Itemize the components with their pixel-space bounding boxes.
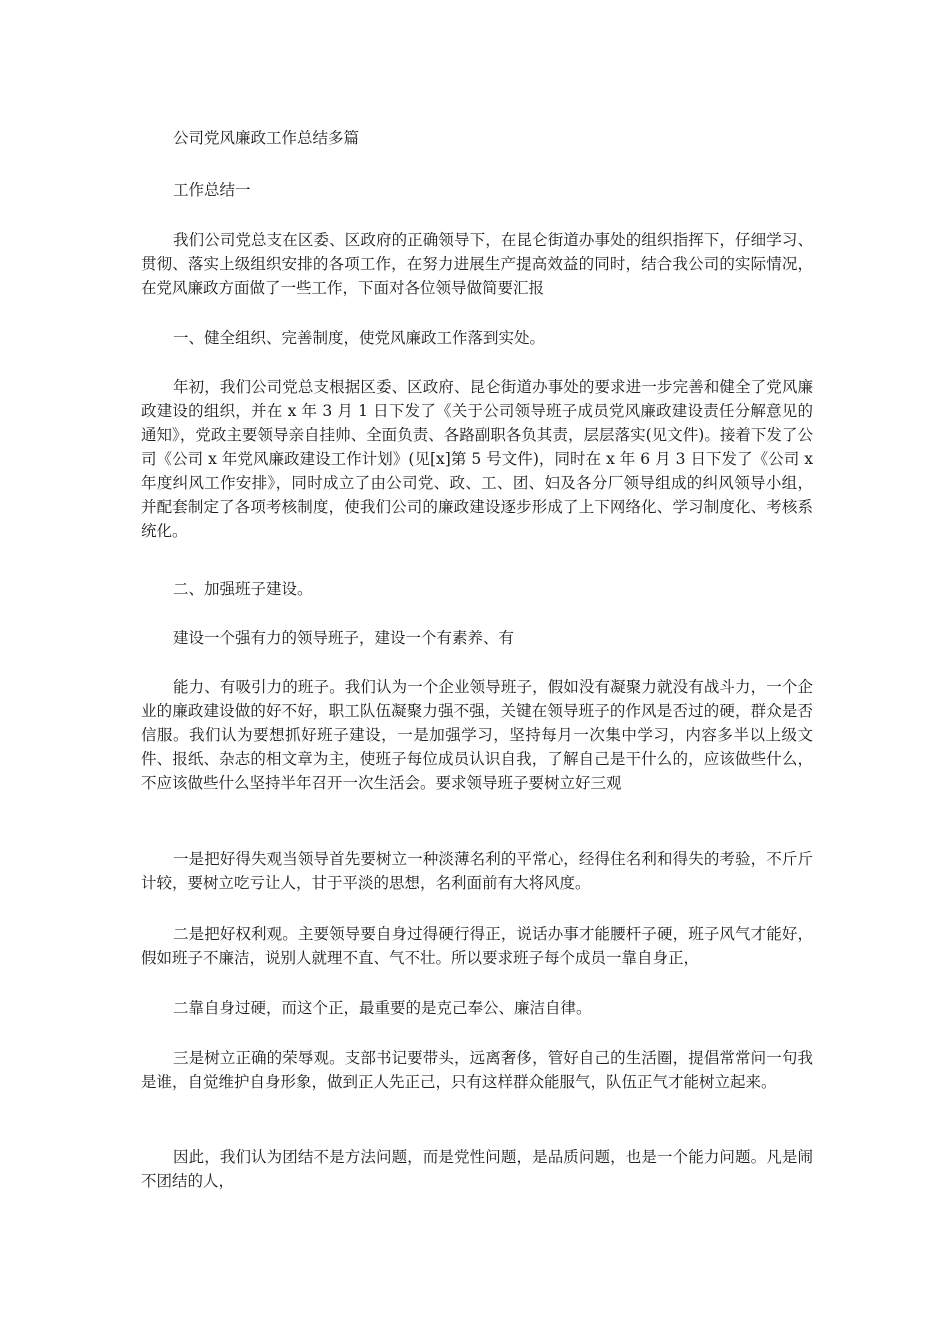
document-title: 公司党风廉政工作总结多篇	[173, 129, 360, 147]
paragraph: 二靠自身过硬，而这个正，最重要的是克己奉公、廉洁自律。	[173, 999, 592, 1017]
paragraph: 二是把好权利观。主要领导要自身过得硬行得正，说话办事才能腰杆子硬，班子风气才能好，假如班子不廉洁，说别人就理不直、气不壮。所以要求班子每个成员一靠自身正，	[141, 925, 813, 967]
section-heading: 工作总结一	[173, 181, 251, 199]
paragraph: 一、健全组织、完善制度，使党风廉政工作落到实处。	[173, 329, 546, 347]
paragraph: 二、加强班子建设。	[173, 580, 313, 598]
paragraph: 我们公司党总支在区委、区政府的正确领导下，在昆仑街道办事处的组织指挥下，仔细学习、贯彻、落实上级组织安排的各项工作，在努力进展生产提高效益的同时，结合我公司的实际情况，在党风廉政方面做了一些工作，下面对各位领导做简要汇报	[141, 231, 813, 297]
paragraph: 能力、有吸引力的班子。我们认为一个企业领导班子，假如没有凝聚力就没有战斗力，一个企业的廉政建设做的好不好，职工队伍凝聚力强不强，关键在领导班子的作风是否过的硬，群众是否信服。我们认为要想抓好班子建设，一是加强学习，坚持每月一次集中学习，内容多半以上级文件、报纸、杂志的相文章为主，使班子每位成员认识自我，了解自己是干什么的，应该做些什么，不应该做些什么坚持半年召开一次生活会。要求领导班子要树立好三观	[141, 678, 813, 792]
paragraph: 因此，我们认为团结不是方法问题，而是党性问题，是品质问题，也是一个能力问题。凡是闹不团结的人，	[141, 1148, 813, 1190]
paragraph: 建设一个强有力的领导班子，建设一个有素养、有	[173, 629, 515, 647]
paragraph: 三是树立正确的荣辱观。支部书记要带头，远离奢侈，管好自己的生活圈，提倡常常问一句我是谁，自觉维护自身形象，做到正人先正己，只有这样群众能服气，队伍正气才能树立起来。	[141, 1049, 813, 1091]
paragraph: 一是把好得失观当领导首先要树立一种淡薄名利的平常心，经得住名利和得失的考验，不斤斤计较，要树立吃亏让人，甘于平淡的思想，名利面前有大将风度。	[141, 850, 813, 892]
paragraph: 年初，我们公司党总支根据区委、区政府、昆仑街道办事处的要求进一步完善和健全了党风廉政建设的组织，并在 x 年 3 月 1 日下发了《关于公司领导班子成员党风廉政建设责任分解意见的通知》，党政主要领导亲自挂帅、全面负责、各路副职各负其责，层层落实(见文件)。接着下发了公司《公司 x 年党风廉政建设工作计划》(见[x]第 5 号文件)，同时在 x 年 6 月 3 日下发了《公司 x 年度纠风工作安排》，同时成立了由公司党、政、工、团、妇及各分厂领导组成的纠风领导小组，并配套制定了各项考核制度，使我们公司的廉政建设逐步形成了上下网络化、学习制度化、考核系统化。	[141, 378, 813, 540]
